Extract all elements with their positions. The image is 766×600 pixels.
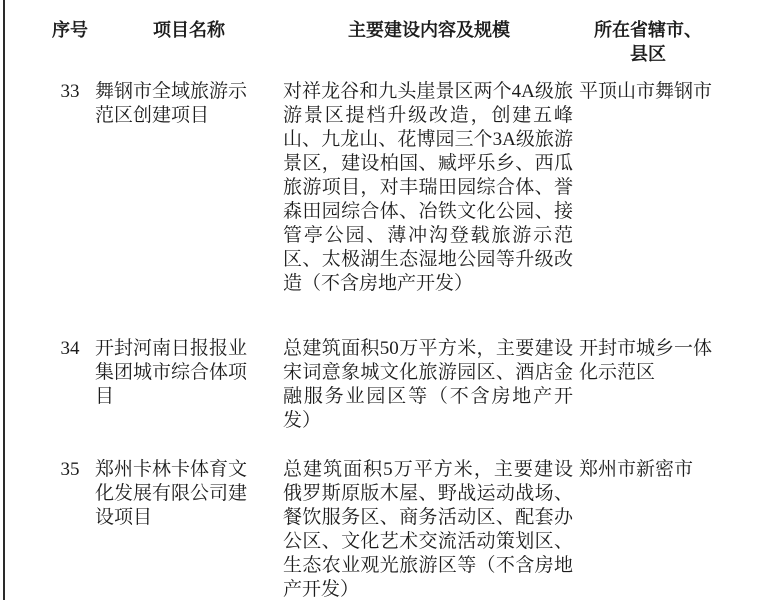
row-number: 34 <box>60 338 80 359</box>
project-table <box>45 18 721 600</box>
scan-edge-line <box>3 0 5 600</box>
row-number: 33 <box>60 81 80 102</box>
table-row <box>45 337 721 433</box>
row-number: 35 <box>60 459 80 480</box>
project-content: 对祥龙谷和九头崖景区两个4A级旅游景区提档升级改造，创建五峰山、九龙山、花博园三个3A级旅游景区，建设柏国、臧坪乐乡、西瓜旅游项目，对丰瑞田园综合体、誉森田园综合体、冶铁文化公园、接管亭公园、薄冲沟登载旅游示范区、太极湖生态湿地公园等升级改造（不含房地产开发） <box>283 81 573 294</box>
header-region <box>575 18 721 66</box>
project-content: 总建筑面积50万平方米，主要建设宋词意象城文化旅游园区、酒店金融服务业园区等（不含房地产开发） <box>283 338 573 431</box>
project-name <box>95 80 283 128</box>
project-location <box>575 337 721 385</box>
project-location <box>575 80 721 104</box>
table-header-row <box>45 18 721 66</box>
project-name-text: 郑州卡林卡体育文化发展有限公司建设项目 <box>95 459 248 528</box>
project-name-text: 开封河南日报报业集团城市综合体项目 <box>95 338 248 407</box>
header-project-name: 项目名称 <box>153 20 225 40</box>
project-name-text: 舞钢市全域旅游示范区创建项目 <box>95 81 248 126</box>
project-location-text: 平顶山市舞钢市 <box>579 81 713 102</box>
project-name <box>95 458 283 530</box>
project-location <box>575 458 721 482</box>
project-location-text: 郑州市新密市 <box>579 459 694 480</box>
table-row <box>45 458 721 600</box>
project-location-text: 开封市城乡一体化示范区 <box>579 338 713 383</box>
project-content: 总建筑面积5万平方米，主要建设俄罗斯原版木屋、野战运动战场、餐饮服务区、商务活动区、配套办公区、文化艺术交流活动策划区、生态农业观光旅游区等（不含房地产开发） <box>283 459 573 600</box>
table-row <box>45 80 721 296</box>
project-name <box>95 337 283 409</box>
header-region-text: 所在省辖市、县区 <box>594 20 702 64</box>
header-content-scale: 主要建设内容及规模 <box>348 20 510 40</box>
header-seq: 序号 <box>52 20 88 40</box>
